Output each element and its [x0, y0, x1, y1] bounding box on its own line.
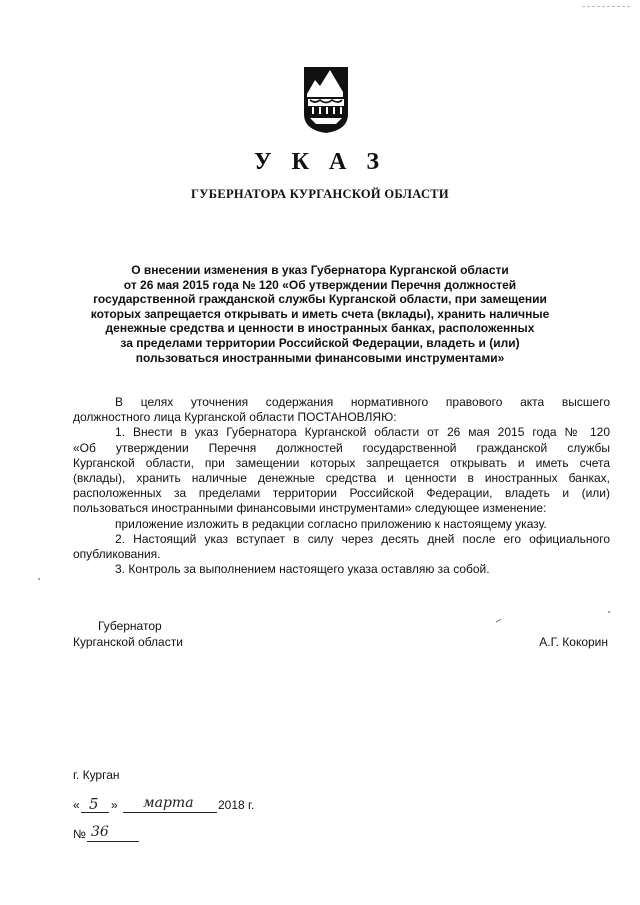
date-month: марта: [143, 795, 194, 811]
heading-line: от 26 мая 2015 года № 120 «Об утверждении Перечня должностей: [123, 277, 517, 292]
signatory-name: А.Г. Кокорин: [539, 635, 608, 649]
document-type-title: У К А З: [253, 149, 386, 175]
body-line: должностного лица Курганской области ПОСТАНОВЛЯЮ:: [73, 410, 397, 425]
month-underline: [123, 812, 217, 813]
body-line: «Об утверждении Перечня должностей государственной гражданской службы: [73, 440, 610, 455]
body-line: 2. Настоящий указ вступает в силу через десять дней после его официального: [115, 531, 610, 546]
body-line: В целях уточнения содержания нормативного правового акта высшего: [115, 395, 610, 409]
date-quote-close: »: [111, 798, 118, 812]
date-quote-open: «: [73, 798, 80, 812]
body-line: (вклады), хранить наличные денежные средства и ценности в иностранных банках,: [73, 471, 610, 486]
signatory-region: Курганской области: [73, 635, 183, 649]
body-line: 3. Контроль за выполнением настоящего указа оставляю за собой.: [115, 562, 490, 577]
date-year: 2018 г.: [218, 798, 255, 812]
heading-line: пользоваться иностранными финансовыми инструментами»: [135, 350, 505, 365]
body-line: пользоваться иностранными финансовыми инструментами» следующее изменение:: [73, 501, 547, 516]
scan-artifact: [38, 578, 40, 580]
body-line: Курганской области, при замещении которых запрещается открывать и иметь счета: [73, 455, 610, 470]
scan-corner-mark: [582, 6, 630, 9]
heading-line: государственной гражданской службы Курганской области, при замещении: [93, 292, 547, 307]
signatory-title: Губернатор: [98, 619, 162, 633]
document-heading: [70, 263, 570, 365]
body-line: опубликования.: [73, 547, 161, 562]
body-line: 1. Внести в указ Губернатора Курганской области от 26 мая 2015 года № 120: [115, 425, 610, 440]
heading-line: О внесении изменения в указ Губернатора Курганской области: [131, 263, 509, 277]
signature-mark: [496, 619, 503, 625]
heading-line: денежные средства и ценности в иностранных банках, расположенных: [105, 321, 535, 336]
body-line: приложение изложить в редакции согласно приложению к настоящему указу.: [115, 516, 547, 531]
number-label: №: [73, 827, 86, 841]
scan-artifact: [608, 611, 610, 613]
heading-line: которых запрещается открывать и иметь счета (вклады), хранить наличные: [90, 306, 550, 321]
place-of-signing: г. Курган: [73, 768, 120, 782]
body-line: расположенных за пределами территории Российской Федерации, владеть и (или): [73, 486, 610, 501]
heading-line: за пределами территории Российской Федерации, владеть и (или): [120, 335, 520, 350]
date-day: 5: [89, 795, 99, 813]
number-value: 36: [91, 824, 109, 840]
kurgan-oblast-coat-of-arms-icon: [303, 66, 349, 134]
number-underline: [87, 841, 139, 842]
document-body: [73, 395, 610, 577]
issuer-name: ГУБЕРНАТОРА КУРГАНСКОЙ ОБЛАСТИ: [191, 187, 449, 201]
